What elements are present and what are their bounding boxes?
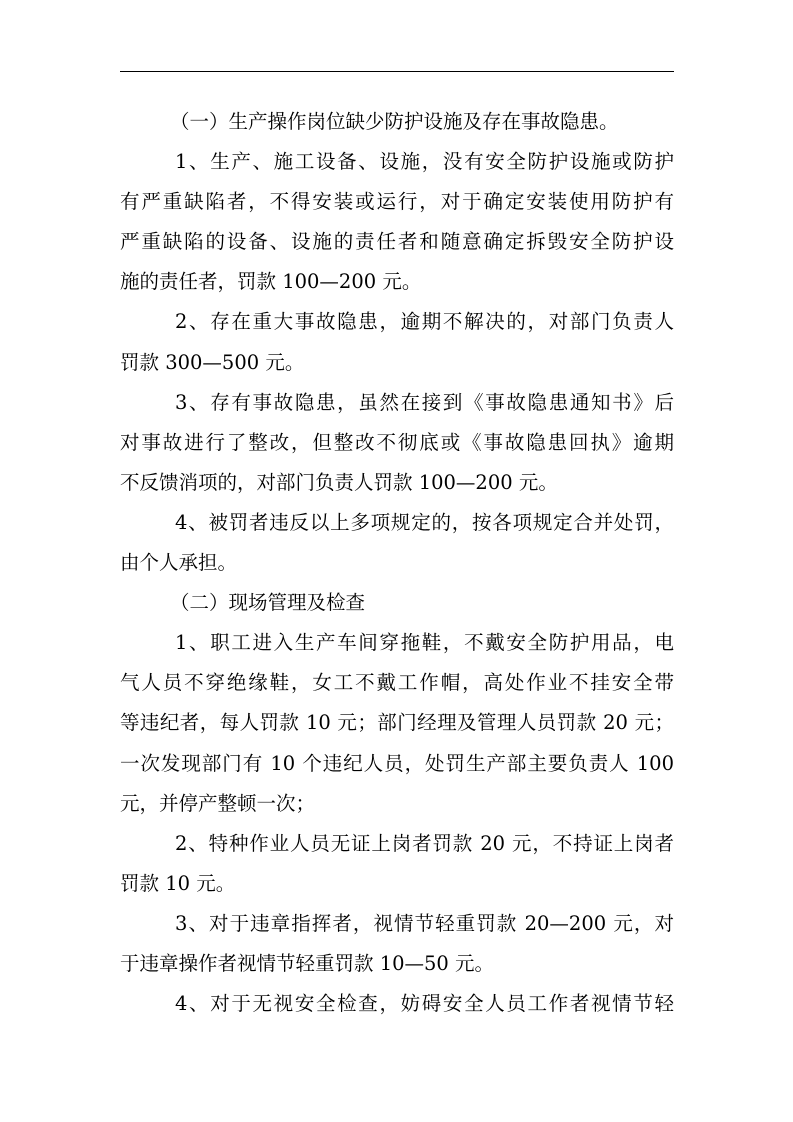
paragraph-line: 4、被罚者违反以上多项规定的，按各项规定合并处罚，: [175, 510, 674, 534]
paragraph-line: 不反馈消项的，对部门负责人罚款 100—200 元。: [120, 470, 558, 494]
paragraph-line: 4、对于无视安全检查，妨碍安全人员工作者视情节轻: [175, 992, 674, 1016]
section-heading: （二）现场管理及检查: [170, 591, 366, 615]
paragraph-line: 有严重缺陷者，不得安装或运行，对于确定安装使用防护有: [120, 190, 674, 214]
paragraph-line: 3、存有事故隐患，虽然在接到《事故隐患通知书》后: [175, 390, 674, 414]
paragraph-line: 由个人承担。: [120, 551, 238, 575]
paragraph-line: 1、生产、施工设备、设施，没有安全防护设施或防护: [175, 150, 674, 174]
paragraph-line: 对事故进行了整改，但整改不彻底或《事故隐患回执》逾期: [120, 430, 674, 454]
paragraph-line: 罚款 10 元。: [120, 871, 236, 895]
section-heading: （一）生产操作岗位缺少防护设施及存在事故隐患。: [170, 110, 619, 133]
paragraph-line: 2、特种作业人员无证上岗者罚款 20 元，不持证上岗者: [175, 831, 674, 855]
paragraph-line: 严重缺陷的设备、设施的责任者和随意确定拆毁安全防护设: [120, 230, 674, 254]
paragraph-line: 元，并停产整顿一次；: [120, 791, 316, 815]
header-rule: [120, 71, 674, 72]
paragraph-line: 1、职工进入生产车间穿拖鞋，不戴安全防护用品，电: [175, 631, 674, 655]
paragraph-line: 等违纪者，每人罚款 10 元；部门经理及管理人员罚款 20 元；: [120, 711, 674, 735]
paragraph-line: 施的责任者，罚款 100—200 元。: [120, 270, 422, 294]
paragraph-line: 气人员不穿绝缘鞋，女工不戴工作帽，高处作业不挂安全带: [120, 671, 674, 695]
paragraph-line: 罚款 300—500 元。: [120, 350, 305, 374]
paragraph-line: 3、对于违章指挥者，视情节轻重罚款 20—200 元，对: [175, 911, 674, 935]
paragraph-line: 一次发现部门有 10 个违纪人员，处罚生产部主要负责人 100: [120, 751, 674, 775]
paragraph-line: 于违章操作者视情节轻重罚款 10—50 元。: [120, 951, 495, 975]
document-body: [120, 102, 674, 1024]
paragraph-line: 2、存在重大事故隐患，逾期不解决的，对部门负责人: [175, 310, 674, 334]
